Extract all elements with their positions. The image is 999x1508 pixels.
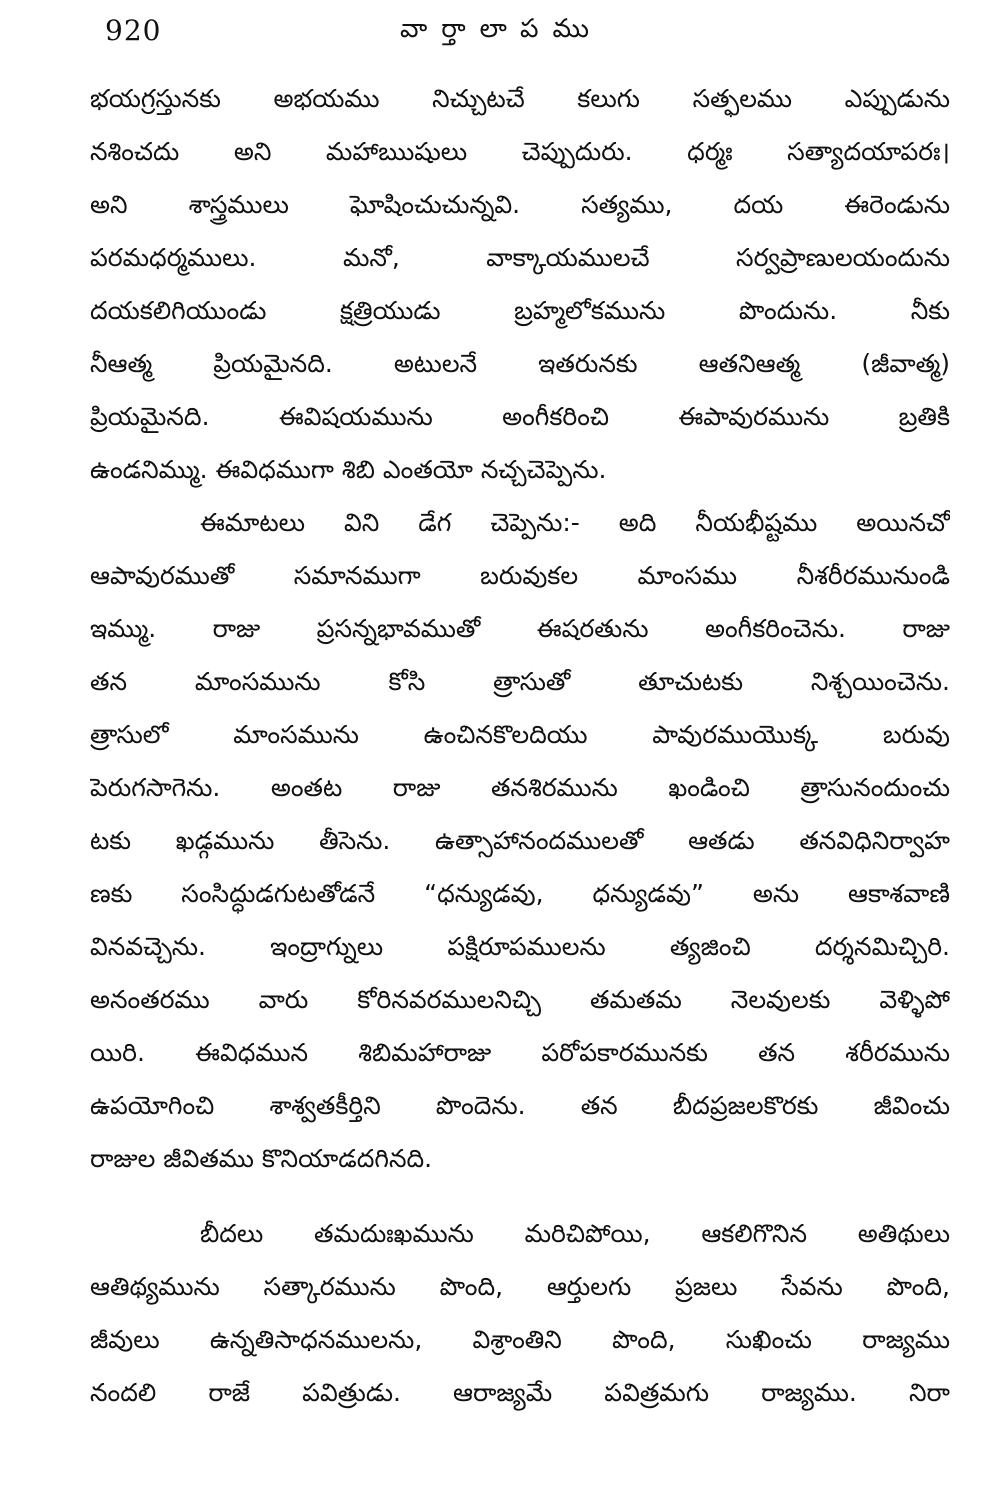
- text-line: భయగ్రస్తునకు అభయము నిచ్చుటచే కలుగు సత్ఫలము ఎప్పుడును: [90, 84, 950, 113]
- text-line: నశించదు అని మహాఋషులు చెప్పుదురు. ధర్మః సత్యాదయాపరః।: [90, 137, 950, 166]
- text-line: నందలి రాజే పవిత్రుడు. ఆరాజ్యమే పవిత్రమగు రాజ్యము. నిరా: [90, 1378, 950, 1407]
- text-line: ఈమాటలు విని డేగ చెప్పెను:- అది నీయభీష్టము అయినచో: [200, 508, 950, 537]
- text-line: అనంతరము వారు కోరినవరములనిచ్చి తమతమ నెలవులకు వెళ్ళిపో: [90, 985, 950, 1014]
- running-title: వార్తాలాపము: [400, 14, 604, 44]
- text-line: పెరుగసాగెను. అంతట రాజు తనశిరమును ఖండించి త్రాసునందుంచు: [90, 773, 950, 802]
- page-header: [0, 0, 999, 60]
- paragraph-2: [90, 496, 950, 1185]
- text-line: ప్రియమైనది. ఈవిషయమును అంగీకరించి ఈపావురమును బ్రతికి: [90, 402, 950, 431]
- text-line: త్రాసులో మాంసమును ఉంచినకొలదియు పావురముయొక్క బరువు: [90, 720, 950, 749]
- text-line: ఆపావురముతో సమానముగా బరువుకల మాంసము నీశరీరమునుండి: [90, 561, 950, 590]
- text-line: ఆతిథ్యమును సత్కారమును పొంది, ఆర్తులగు ప్రజలు సేవను పొంది,: [90, 1272, 950, 1301]
- text-line: ఇమ్ము. రాజు ప్రసన్నభావముతో ఈషరతును అంగీకరించెను. రాజు: [90, 614, 950, 643]
- text-line: అని శాస్త్రములు ఘోషించుచున్నవి. సత్యము, దయ ఈరెండును: [90, 190, 950, 219]
- page-number: 920: [105, 14, 162, 47]
- text-line: పరమధర్మములు. మనో, వాక్కాయములచే సర్వప్రాణులయందును: [90, 243, 950, 272]
- body-text: [90, 72, 950, 1419]
- paragraph-3: [90, 1207, 950, 1419]
- text-line: నీఆత్మ ప్రియమైనది. అటులనే ఇతరునకు ఆతనిఆత్మ (జీవాత్మ): [90, 349, 950, 378]
- text-line: ఉండనిమ్ము. ఈవిధముగా శిబి ఎంతయో నచ్చచెప్పెను.: [90, 455, 607, 484]
- paragraph-spacer: [90, 1185, 950, 1207]
- text-line: రాజుల జీవితము కొనియాడదగినది.: [90, 1144, 433, 1173]
- text-line: ఉపయోగించి శాశ్వతకీర్తిని పొందెను. తన బీదప్రజలకొరకు జీవించు: [90, 1091, 950, 1120]
- text-line: ణకు సంసిద్ధుడగుటతోడనే “ధన్యుడవు, ధన్యుడవు” అను ఆకాశవాణి: [90, 879, 950, 908]
- text-line: వినవచ్చెను. ఇంద్రాగ్నులు పక్షిరూపములను త్యజించి దర్శనమిచ్చిరి.: [90, 932, 950, 961]
- text-line: బీదలు తమదుఃఖమును మరిచిపోయి, ఆకలిగొనిన అతిథులు: [200, 1219, 950, 1248]
- text-line: టకు ఖడ్గమును తీసెను. ఉత్సాహానందములతో ఆతడు తనవిధినిర్వాహ: [90, 826, 950, 855]
- text-line: జీవులు ఉన్నతిసాధనములను, విశ్రాంతిని పొంది, సుఖించు రాజ్యము: [90, 1325, 950, 1354]
- text-line: యిరి. ఈవిధమున శిబిమహారాజు పరోపకారమునకు తన శరీరమును: [90, 1038, 950, 1067]
- text-line: దయకలిగియుండు క్షత్రియుడు బ్రహ్మలోకమును పొందును. నీకు: [90, 296, 950, 325]
- text-line: తన మాంసమును కోసి త్రాసుతో తూచుటకు నిశ్చయించెను.: [90, 667, 950, 696]
- paragraph-1: [90, 72, 950, 496]
